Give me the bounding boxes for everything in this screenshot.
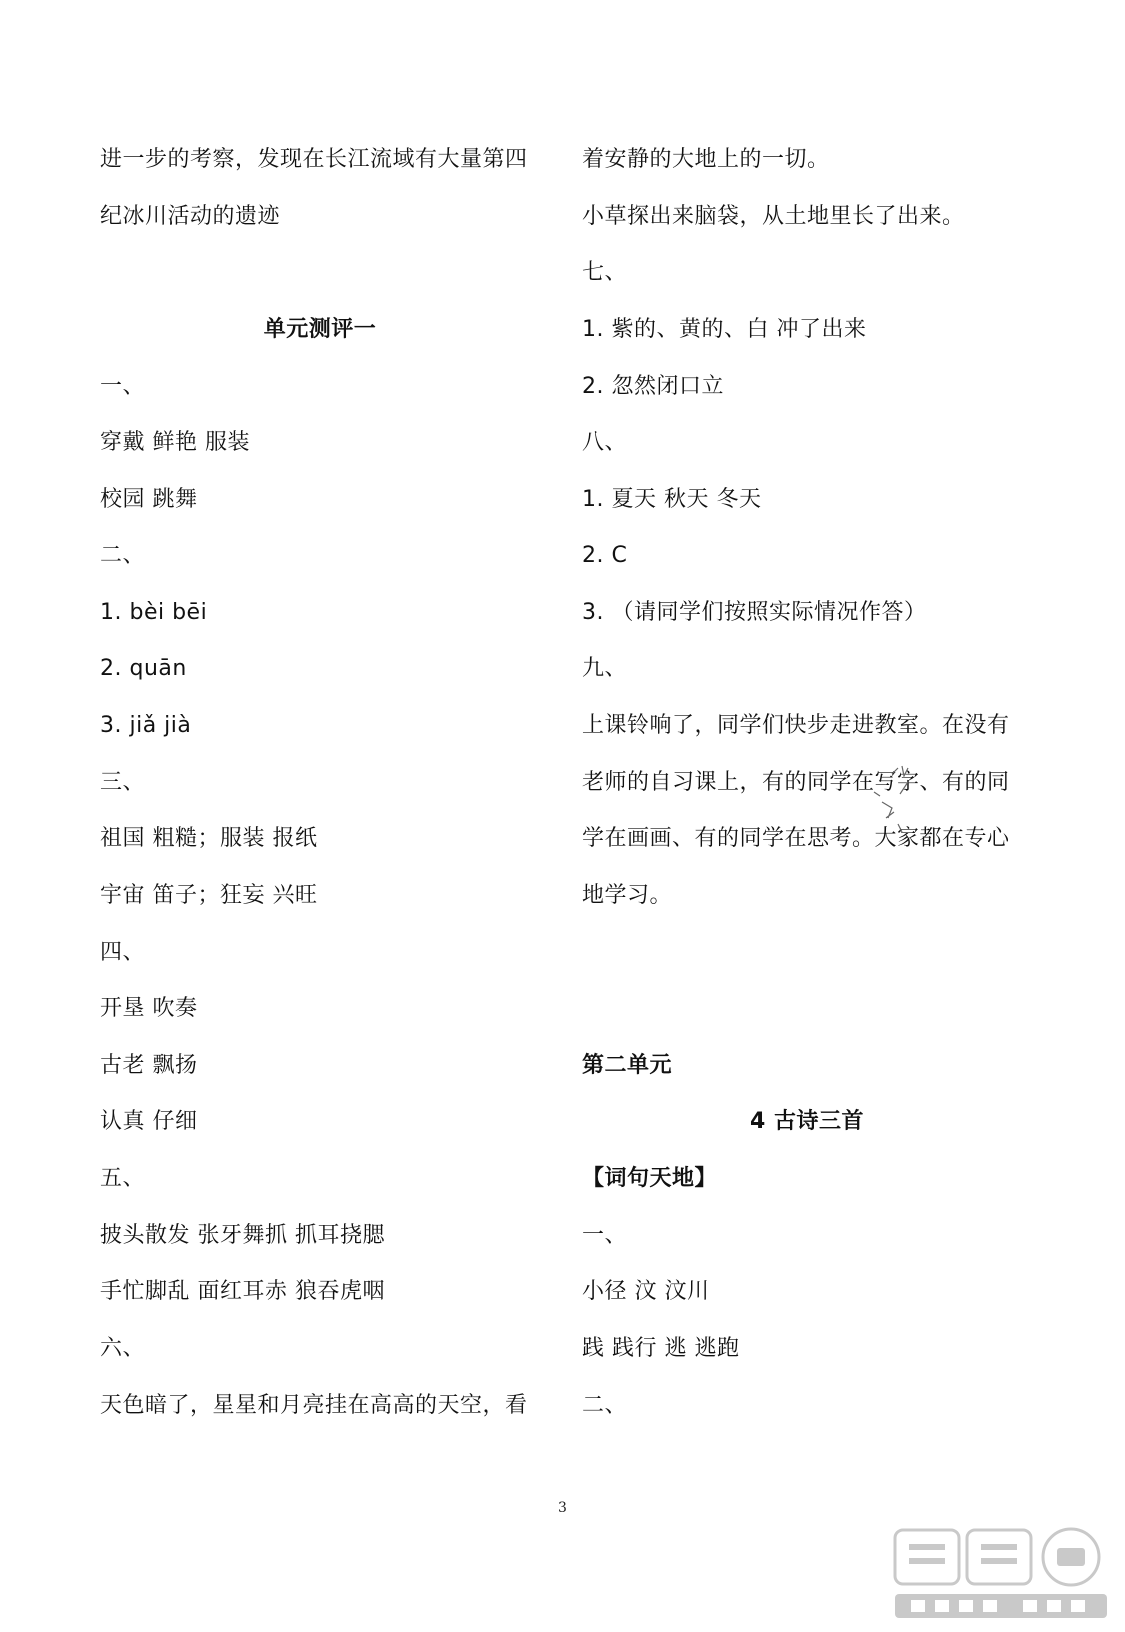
answer-line: 2. 忽然闭口立 [582,374,724,399]
answer-line: 小径 汶 汶川 [582,1279,710,1304]
text-line: 着安静的大地上的一切。 [582,147,830,172]
question-number: 一、 [582,1223,628,1248]
answer-line: 开垦 吹奏 [100,996,198,1021]
pencil-scribble-icon [862,762,952,842]
answer-line: 穿戴 鲜艳 服装 [100,430,250,455]
answer-line: 手忙脚乱 面红耳赤 狼吞虎咽 [100,1279,385,1304]
answer-line: 祖国 粗糙；服装 报纸 [100,826,318,851]
question-number: 二、 [100,543,146,568]
answer-line: 宇宙 笛子；狂妄 兴旺 [100,883,318,908]
page-number: 3 [558,1500,567,1516]
section-heading: 单元测评一 [263,317,377,342]
text-line: 纪冰川活动的遗迹 [100,204,281,229]
answer-line: 老师的自习课上，有的同学在写字、有的同 [582,770,1010,795]
question-number: 八、 [582,430,628,455]
question-number: 三、 [100,770,146,795]
question-number: 九、 [582,656,628,681]
answer-line: 1. 夏天 秋天 冬天 [582,487,762,512]
unit-heading: 第二单元 [582,1053,673,1078]
lesson-title: 4 古诗三首 [750,1109,864,1134]
answer-line: 披头散发 张牙舞抓 抓耳挠腮 [100,1223,385,1248]
subsection-heading: 【词句天地】 [582,1166,718,1191]
text-line: 小草探出来脑袋，从土地里长了出来。 [582,204,965,229]
question-number: 六、 [100,1336,146,1361]
question-number: 一、 [100,374,146,399]
question-number: 四、 [100,940,146,965]
answer-line: 校园 跳舞 [100,487,198,512]
answer-line: 2. C [582,543,628,568]
answer-line: 地学习。 [582,883,673,908]
answer-line: 践 践行 逃 逃跑 [582,1336,740,1361]
answer-line: 3. jiǎ jià [100,713,192,738]
question-number: 二、 [582,1393,628,1418]
answer-line: 认真 仔细 [100,1109,198,1134]
answer-line: 学在画画、有的同学在思考。大家都在专心 [582,826,1010,851]
question-number: 七、 [582,260,628,285]
answer-line: 天色暗了，星星和月亮挂在高高的天空，看 [100,1393,528,1418]
answer-line: 古老 飘扬 [100,1053,198,1078]
watermark-logo-icon [891,1526,1111,1622]
answer-line: 2. quān [100,656,187,681]
answer-line: 上课铃响了，同学们快步走进教室。在没有 [582,713,1010,738]
answer-line: 3. （请同学们按照实际情况作答） [582,600,927,625]
question-number: 五、 [100,1166,146,1191]
text-line: 进一步的考察，发现在长江流域有大量第四 [100,147,528,172]
answer-line: 1. 紫的、黄的、白 冲了出来 [582,317,867,342]
answer-line: 1. bèi bēi [100,600,208,625]
